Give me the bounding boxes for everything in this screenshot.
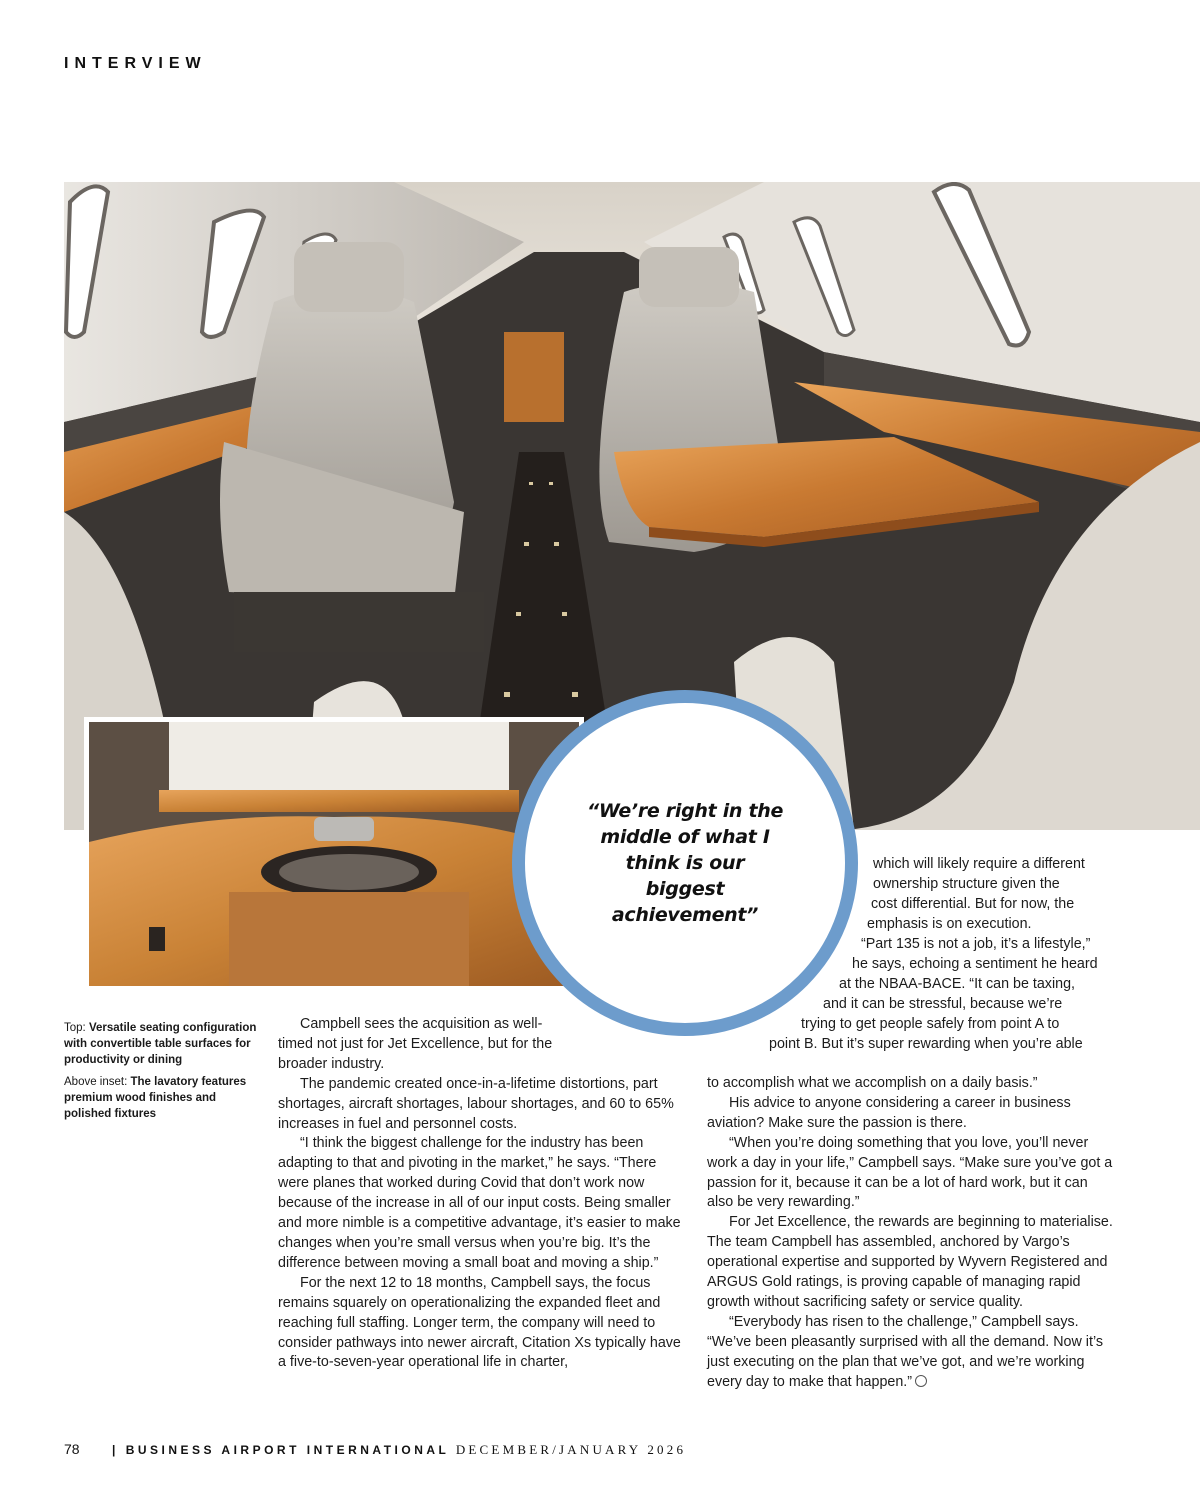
caption-top [64,1020,259,1068]
paragraph: “I think the biggest challenge for the industry has been adapting to that and pivoting in the market,” he says. “There were planes that worked during Covid that don’t work now because of the increase in all of our input costs. Being smaller and more nimble is a competitive advantage, it’s easier to make changes when you’re small versus when you’re big. It’s the difference between moving a small boat and moving a ship.” [278,1135,681,1271]
running-footer [112,1442,686,1458]
lavatory-inset-photo [84,717,584,991]
page-number: 78 [64,1441,80,1457]
caption-inset [64,1074,259,1122]
text-line: he says, echoing a sentiment he heard [852,956,1098,972]
end-mark-icon [915,1375,927,1387]
text-line: which will likely require a different [873,856,1085,872]
article-column-1 [278,1015,682,1373]
photo-captions [64,1020,259,1128]
paragraph: The pandemic created once-in-a-lifetime distortions, part shortages, aircraft shortages, labour shortages, and 60 to 65% increases in fuel and personnel costs. [278,1075,674,1132]
text-line: cost differential. But for now, the [871,896,1075,912]
text-line: point B. But it’s super rewarding when you’re able [769,1036,1083,1052]
caption-top-prefix: Top: [64,1022,86,1034]
section-label: INTERVIEW [64,55,207,72]
text-line: emphasis is on execution. [867,916,1032,932]
paragraph: “When you’re doing something that you love, you’ll never work a day in your life,” Campbell says. “Make sure you’ve got a passion for it, because it can be a lot of hard work, but it can also be very rewarding.” [707,1134,1113,1211]
paragraph: His advice to anyone considering a career in business aviation? Make sure the passion is there. [707,1094,1071,1131]
paragraph: to accomplish what we accomplish on a daily basis.” [707,1075,1038,1091]
caption-inset-prefix: Above inset: [64,1076,128,1088]
paragraph: For the next 12 to 18 months, Campbell says, the focus remains squarely on operationalizing the expanded fleet and reaching full staffing. Longer term, the company will need to consider pathways into newer aircraft, Citation Xs typically have a five-to-seven-year operational life in charter, [278,1274,681,1371]
paragraph: For Jet Excellence, the rewards are beginning to materialise. The team Campbell has assembled, anchored by Vargo’s operational expertise and supported by Wyvern Registered and ARGUS Gold ratings, is proving capable of managing rapid growth without sacrificing safety or service quality. [707,1214,1113,1310]
issue-date: DECEMBER/JANUARY 2026 [455,1442,687,1457]
pull-quote-text: “We’re right in the middle of what I think is our biggest achievement” [586,800,784,926]
text-line: trying to get people safely from point A to [801,1016,1060,1032]
caption-inset-text: The lavatory features premium wood finishes and polished fixtures [64,1076,247,1120]
text-line: ownership structure given the [873,876,1060,892]
article-column-2 [707,1074,1117,1393]
publication-name: | BUSINESS AIRPORT INTERNATIONAL [112,1443,450,1457]
text-line: and it can be stressful, because we’re [823,996,1063,1012]
paragraph-last [707,1313,1117,1393]
pull-quote [512,690,858,1036]
text-line: “Part 135 is not a job, it’s a lifestyle,” [861,936,1091,952]
text-line: at the NBAA-BACE. “It can be taxing, [839,976,1076,992]
paragraph-last-text: “Everybody has risen to the challenge,” Campbell says. “We’ve been pleasantly surprised with all the demand. Now it’s just executing on the plan that we’ve got, and we’re working every day to make that happen.” [707,1313,1104,1390]
caption-top-text: Versatile seating configuration with convertible table surfaces for productivity or dining [64,1022,257,1066]
paragraph: Campbell sees the acquisition as well-timed not just for Jet Excellence, but for the broader industry. [278,1016,553,1072]
